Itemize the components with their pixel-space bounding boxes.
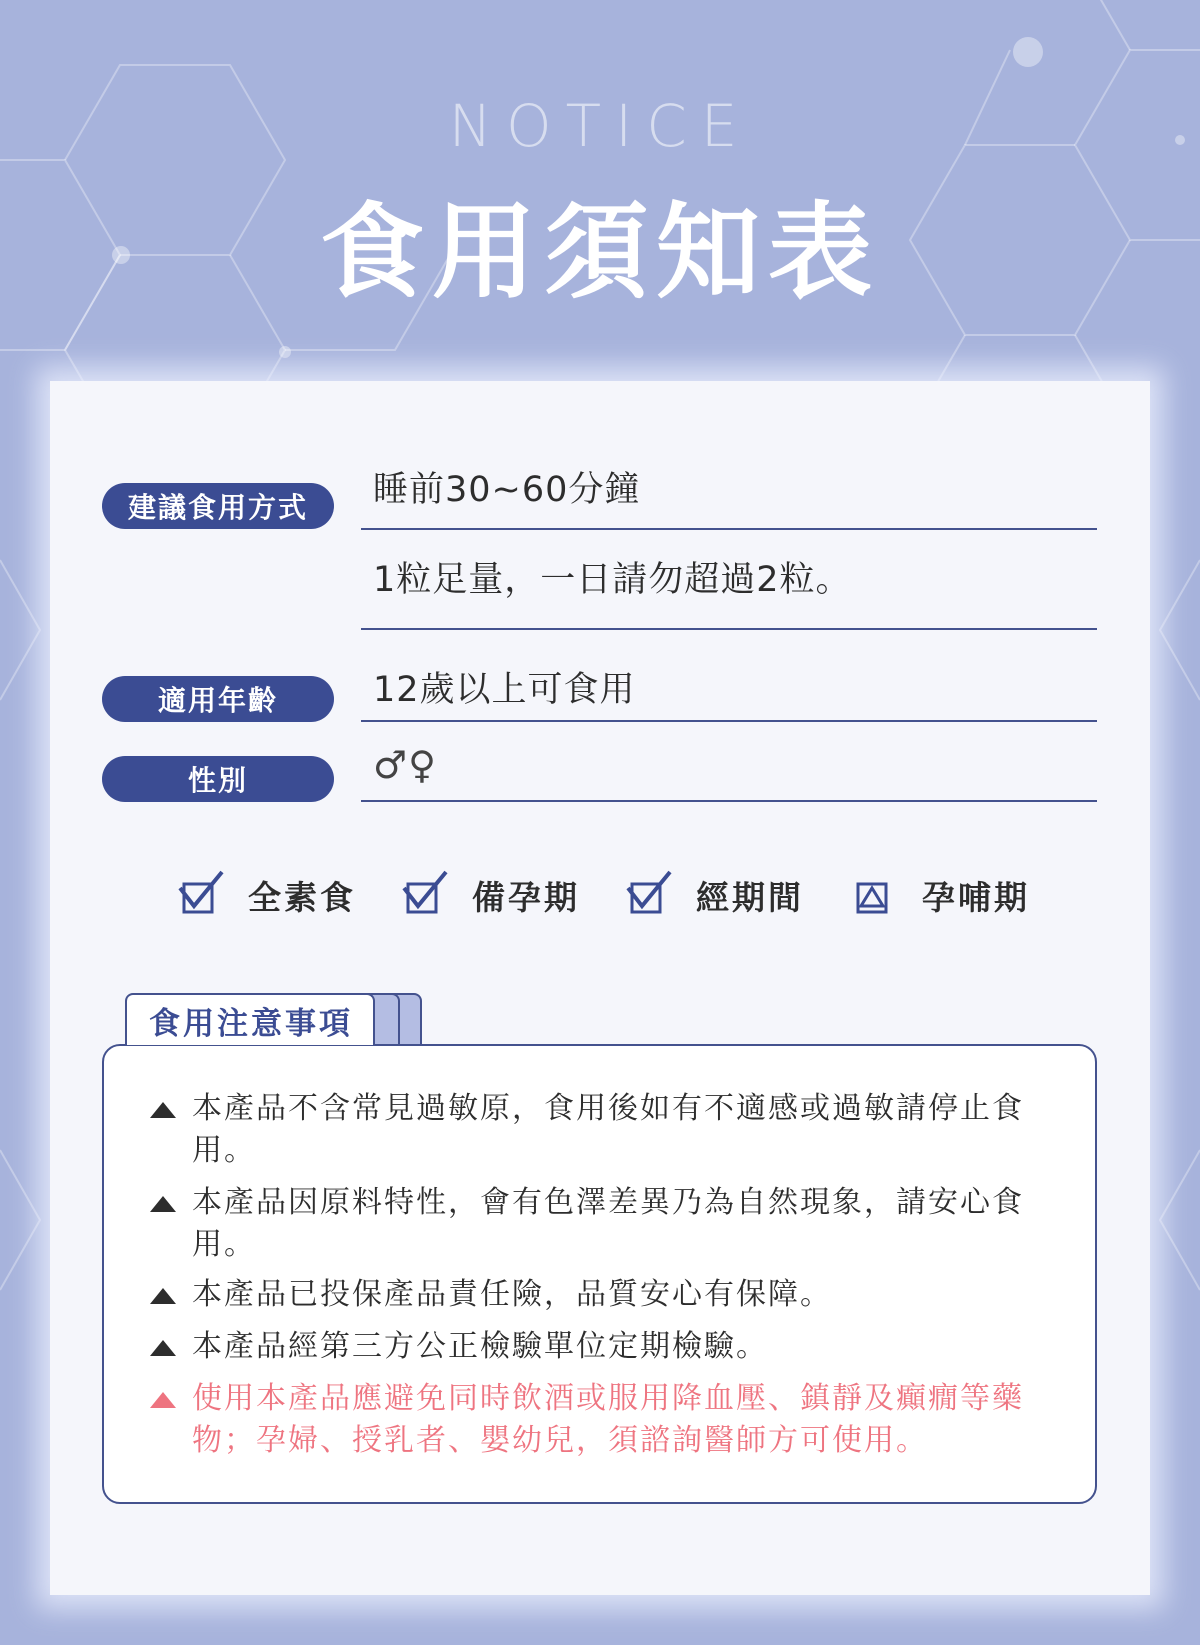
note-item: 本產品因原料特性，會有色澤差異乃為自然現象，請安心食用。 — [150, 1182, 1050, 1266]
check-icon — [402, 870, 460, 920]
suitability-item-pre-pregnancy — [402, 870, 580, 920]
usage-value-1: 睡前30~60分鐘 — [373, 470, 641, 510]
gender-symbols: ♂♀ — [373, 743, 437, 787]
usage-value-2: 1粒足量，一日請勿超過2粒。 — [373, 560, 852, 600]
triangle-bullet-icon — [150, 1102, 176, 1118]
suitability-label: 備孕期 — [472, 877, 580, 917]
suitability-item-pregnancy-lactation — [852, 870, 1030, 920]
gender-field — [361, 743, 1097, 802]
caution-icon — [852, 870, 910, 920]
page-title: 食用須知表 — [319, 191, 880, 313]
notes-tab: 食用注意事項 — [125, 993, 375, 1045]
note-item: 本產品已投保產品責任險，品質安心有保障。 — [150, 1274, 1050, 1316]
notes-box — [102, 1044, 1097, 1504]
triangle-bullet-icon — [150, 1340, 176, 1356]
usage-field-2 — [361, 552, 1097, 630]
check-icon — [178, 870, 236, 920]
triangle-bullet-icon — [150, 1196, 176, 1212]
suitability-item-menstruation — [626, 870, 804, 920]
suitability-label: 孕哺期 — [922, 877, 1030, 917]
note-item-warning: 使用本產品應避免同時飲酒或服用降血壓、鎮靜及癲癇等藥物；孕婦、授乳者、嬰幼兒，須諮詢醫師方可使用。 — [150, 1378, 1050, 1462]
gender-label-pill: 性別 — [102, 756, 334, 802]
triangle-bullet-icon — [150, 1288, 176, 1304]
note-item: 本產品不含常見過敏原，食用後如有不適感或過敏請停止食用。 — [150, 1088, 1050, 1172]
warning-triangle-icon — [150, 1392, 176, 1408]
suitability-item-vegan — [178, 870, 356, 920]
notice-heading: NOTICE — [448, 92, 752, 160]
note-item: 本產品經第三方公正檢驗單位定期檢驗。 — [150, 1326, 1050, 1368]
usage-field-1 — [361, 462, 1097, 530]
age-value: 12歲以上可食用 — [373, 670, 636, 710]
suitability-label: 全素食 — [248, 877, 356, 917]
check-icon — [626, 870, 684, 920]
age-field — [361, 662, 1097, 722]
age-label-pill: 適用年齡 — [102, 676, 334, 722]
suitability-label: 經期間 — [696, 877, 804, 917]
usage-label-pill: 建議食用方式 — [102, 483, 334, 529]
